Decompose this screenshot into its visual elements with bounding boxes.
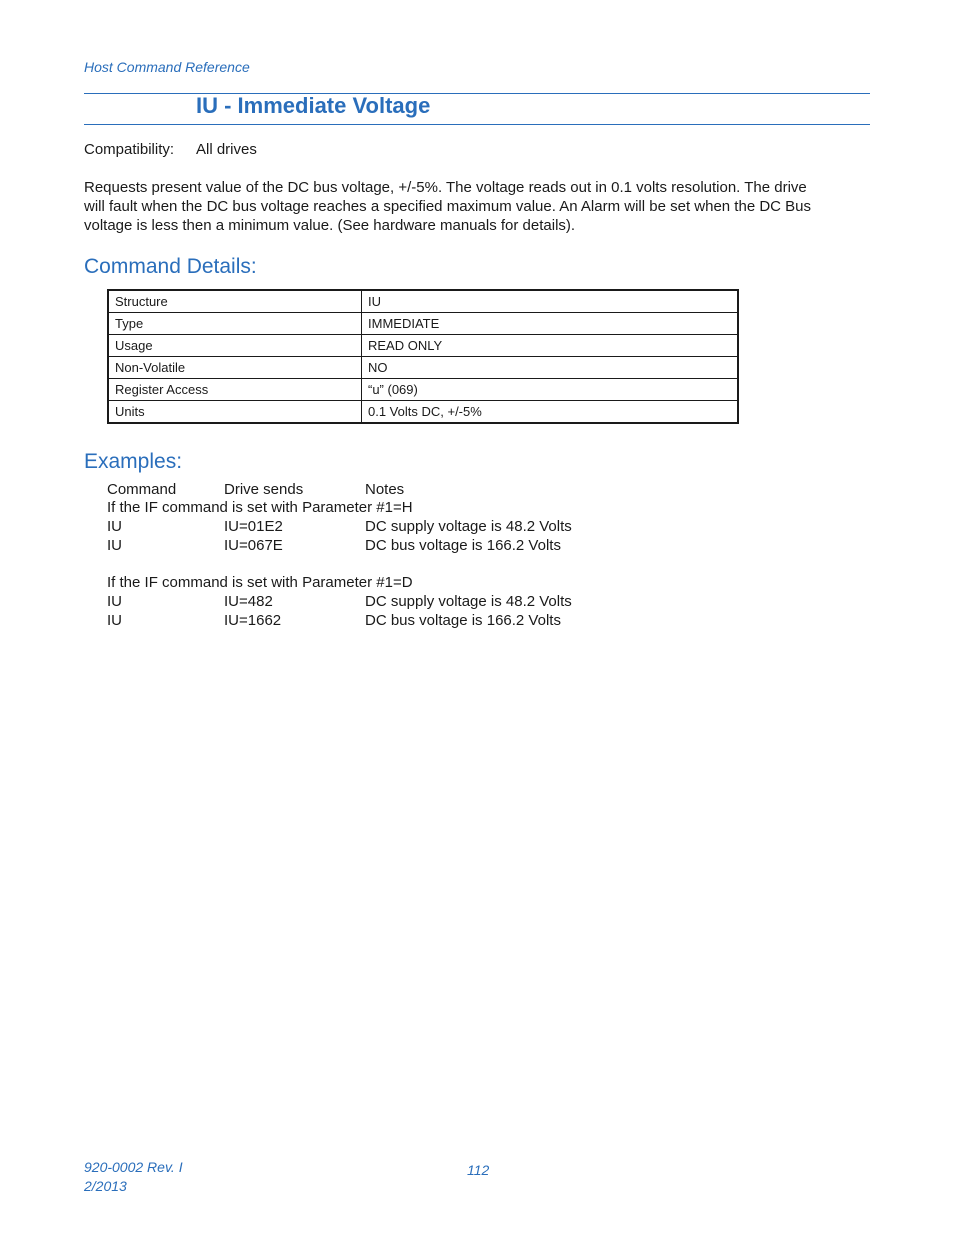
examples-column-command: Command: [107, 481, 177, 498]
detail-value: “u” (069): [362, 379, 739, 401]
example-response: IU=067E: [224, 537, 283, 554]
detail-key: Non-Volatile: [108, 357, 362, 379]
example-note: DC bus voltage is 166.2 Volts: [365, 612, 561, 629]
example-note: DC supply voltage is 48.2 Volts: [365, 593, 572, 610]
description-line: voltage is less then a minimum value. (See hardware manuals for details).: [84, 217, 576, 234]
footer-doc-number: 920-0002 Rev. I: [84, 1159, 183, 1175]
detail-value: NO: [362, 357, 739, 379]
example-note: DC supply voltage is 48.2 Volts: [365, 518, 572, 535]
table-row: [108, 290, 738, 313]
title-rule-bottom: [84, 124, 870, 125]
running-header: Host Command Reference: [84, 59, 250, 75]
page-title: IU - Immediate Voltage: [196, 93, 431, 118]
detail-value: IU: [362, 290, 739, 313]
examples-column-drive-sends: Drive sends: [224, 481, 304, 498]
example-command: IU: [107, 612, 122, 629]
example-note: DC bus voltage is 166.2 Volts: [365, 537, 561, 554]
detail-value: 0.1 Volts DC, +/-5%: [362, 401, 739, 424]
table-row: [108, 357, 738, 379]
command-details-table: [107, 289, 739, 424]
table-row: [108, 379, 738, 401]
description: [84, 178, 854, 235]
description-line: Requests present value of the DC bus voltage, +/-5%. The voltage reads out in 0.1 volts resolution. The drive: [84, 179, 807, 196]
description-line: will fault when the DC bus voltage reaches a specified maximum value. An Alarm will be set when the DC Bus: [84, 198, 812, 215]
detail-value: READ ONLY: [362, 335, 739, 357]
table-row: [108, 401, 738, 424]
detail-key: Usage: [108, 335, 362, 357]
example-response: IU=1662: [224, 612, 282, 629]
detail-key: Units: [108, 401, 362, 424]
detail-key: Type: [108, 313, 362, 335]
detail-value: IMMEDIATE: [362, 313, 739, 335]
example-command: IU: [107, 518, 122, 535]
compatibility-label: Compatibility:: [84, 141, 175, 158]
detail-key: Structure: [108, 290, 362, 313]
examples-note-decimal: If the IF command is set with Parameter #1=D: [107, 574, 413, 591]
footer-date: 2/2013: [84, 1178, 127, 1194]
examples-column-notes: Notes: [365, 481, 405, 498]
examples-note-hex: If the IF command is set with Parameter #1=H: [107, 499, 413, 516]
example-response: IU=482: [224, 593, 273, 610]
command-details-heading: Command Details:: [84, 255, 257, 278]
footer-doc-info: [84, 1158, 183, 1196]
example-command: IU: [107, 537, 122, 554]
table-row: [108, 313, 738, 335]
examples-heading: Examples:: [84, 450, 183, 473]
page-number: 112: [467, 1162, 490, 1178]
example-command: IU: [107, 593, 122, 610]
detail-key: Register Access: [108, 379, 362, 401]
compatibility-value: All drives: [196, 141, 257, 158]
example-response: IU=01E2: [224, 518, 283, 535]
table-row: [108, 335, 738, 357]
